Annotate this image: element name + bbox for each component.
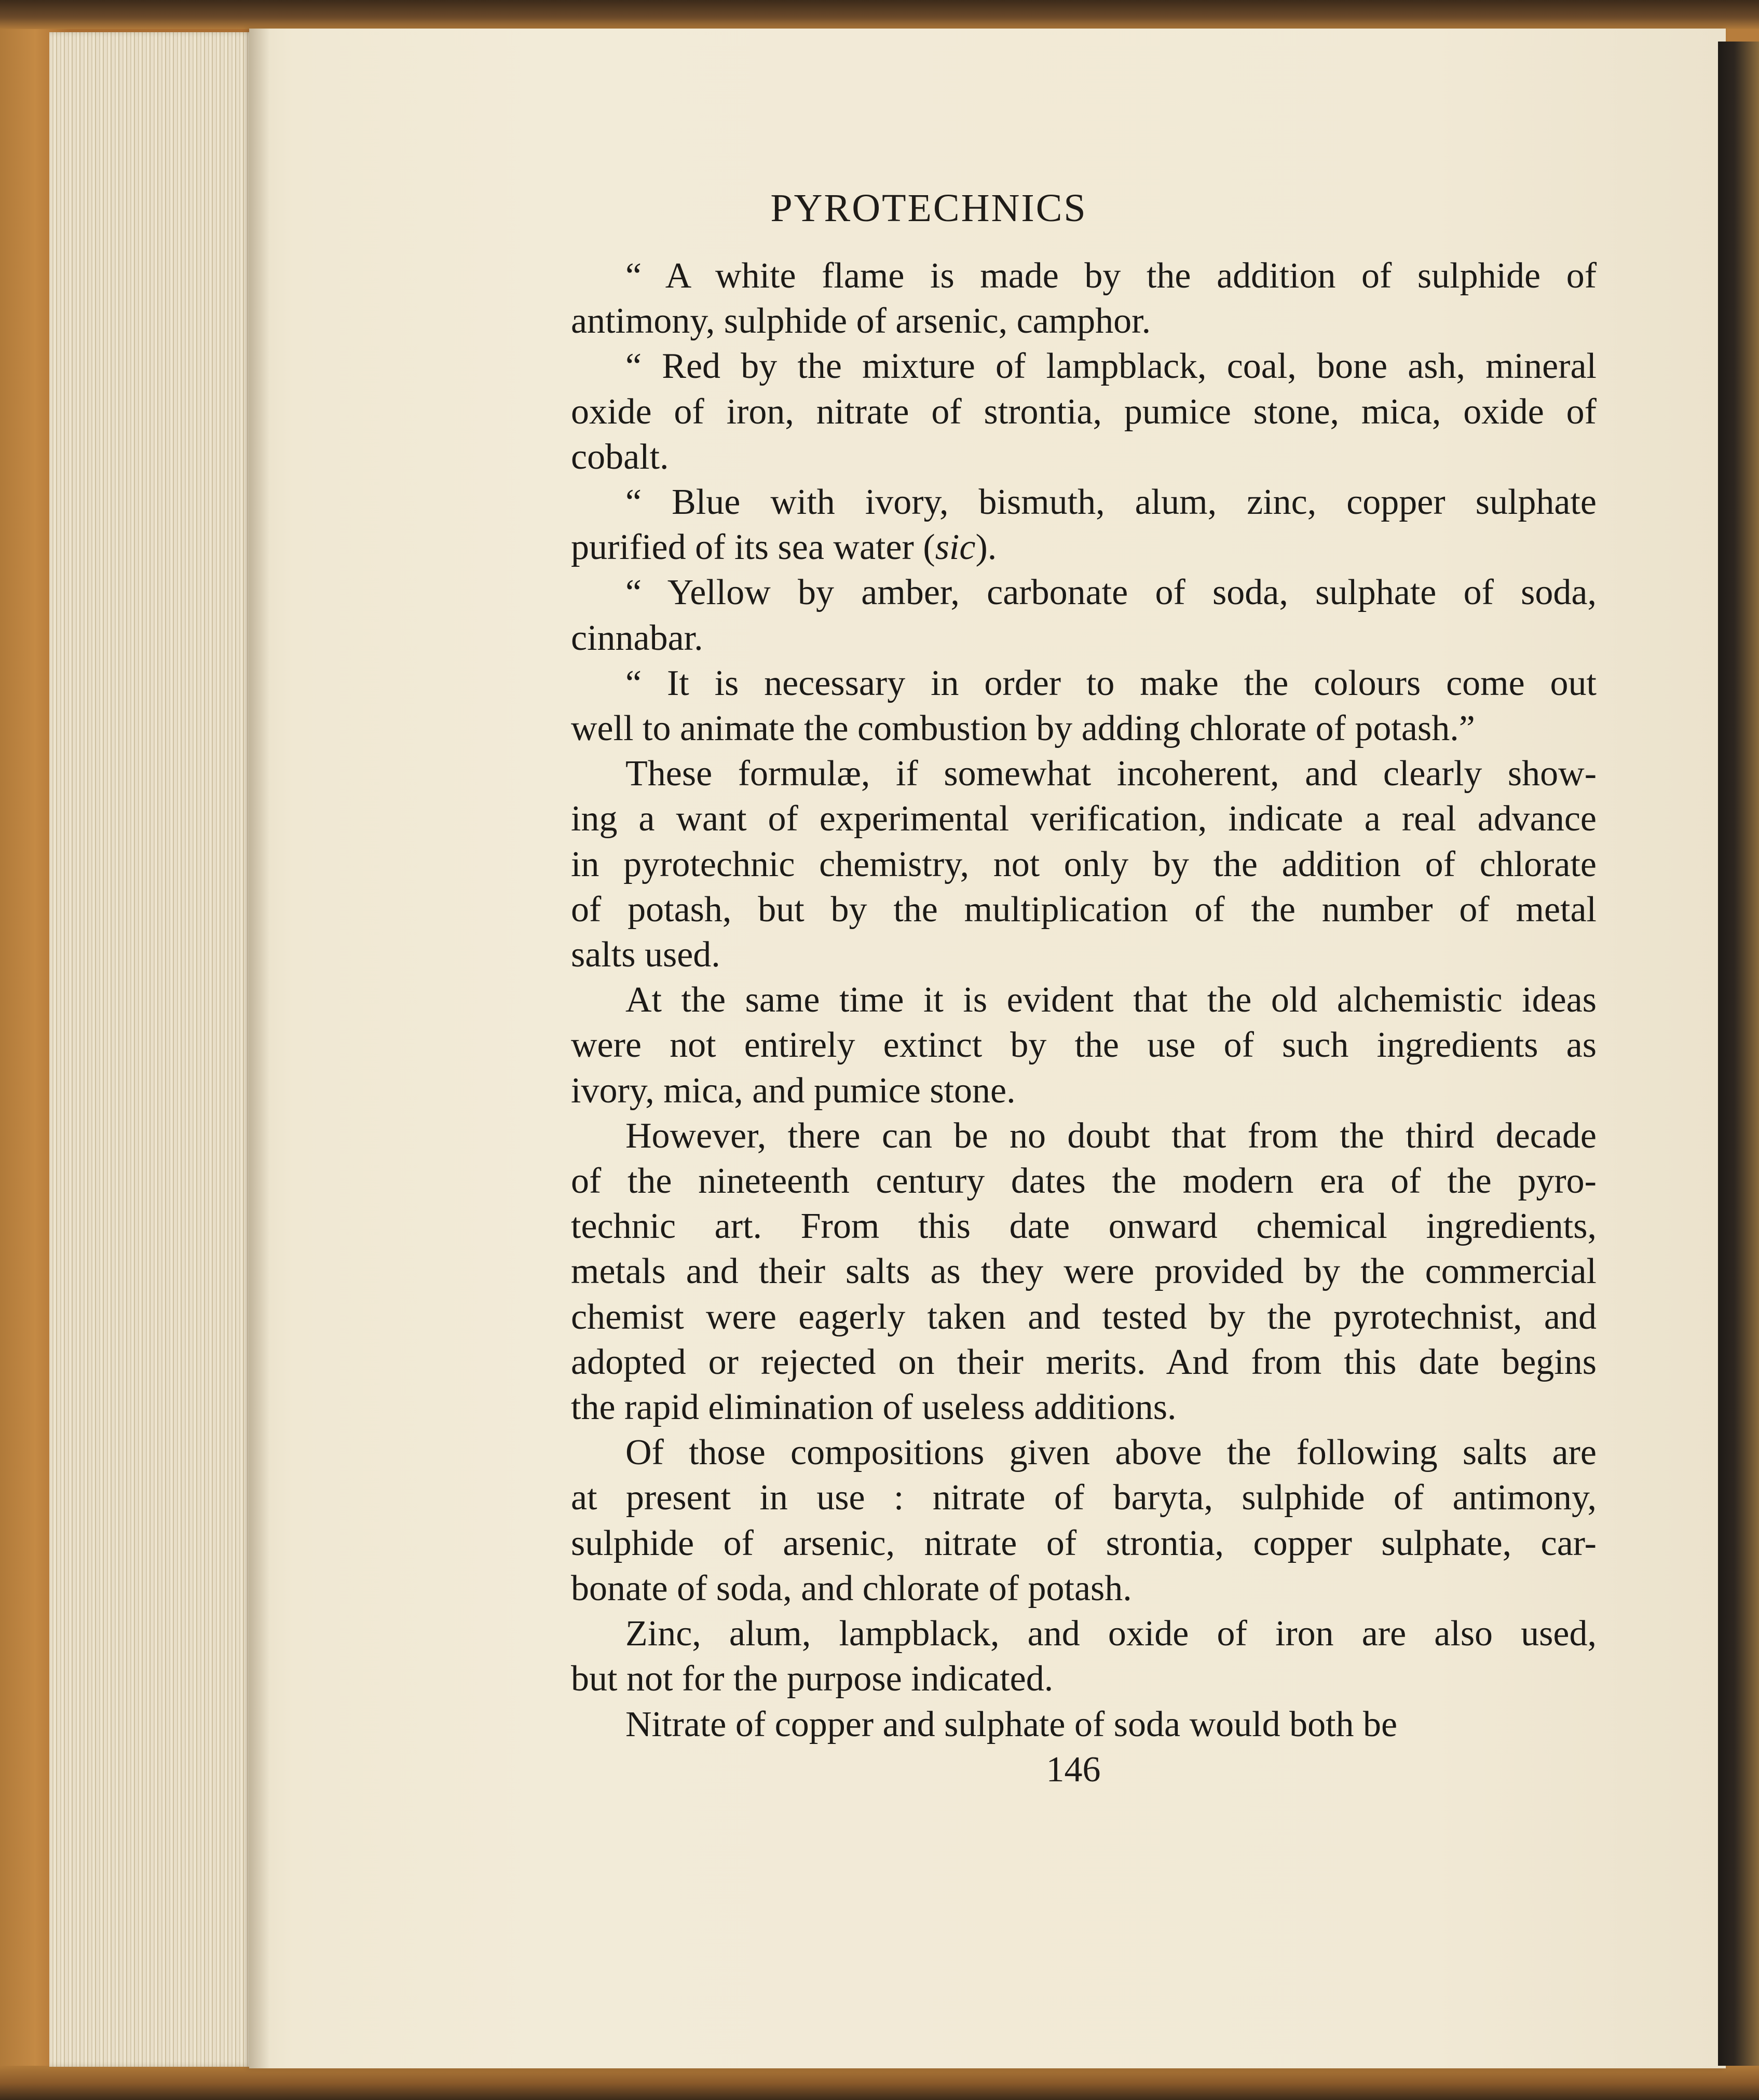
text-line: of potash, but by the multiplication of the number of metal — [571, 889, 1597, 930]
paragraph — [571, 344, 1597, 480]
text-fragment: purified of its sea water ( — [571, 527, 935, 568]
text-line: “ Yellow by amber, carbonate of soda, sulphate of soda, — [625, 572, 1597, 613]
paragraph — [571, 253, 1597, 344]
paragraph — [571, 1430, 1597, 1611]
text-line: Of those compositions given above the following salts are — [625, 1433, 1597, 1473]
text-line: ivory, mica, and pumice stone. — [571, 1070, 1016, 1111]
text-line: “ Blue with ivory, bismuth, alum, zinc, copper sulphate — [625, 482, 1597, 523]
paragraph — [571, 977, 1597, 1113]
text-line: bonate of soda, and chlorate of potash. — [571, 1568, 1132, 1608]
paragraph — [571, 1702, 1597, 1747]
text-line: in pyrotechnic chemistry, not only by the addition of chlorate — [571, 844, 1597, 884]
text-line: the rapid elimination of useless additions. — [571, 1387, 1177, 1428]
paragraph — [571, 1611, 1597, 1701]
text-line: “ Red by the mixture of lampblack, coal, bone ash, mineral — [625, 346, 1597, 387]
paragraph — [571, 570, 1597, 660]
paragraph — [571, 751, 1597, 977]
right-page-edge — [1718, 42, 1759, 2066]
text-line: “ A white flame is made by the addition of sulphide of — [625, 256, 1597, 296]
paragraph — [571, 1113, 1597, 1430]
text-line: antimony, sulphide of arsenic, camphor. — [571, 301, 1151, 342]
text-line: These formulæ, if somewhat incoherent, and clearly show- — [625, 754, 1597, 794]
cover-bottom-edge — [0, 2066, 1759, 2100]
text-line: salts used. — [571, 935, 720, 975]
text-line: At the same time it is evident that the old alchemistic ideas — [625, 980, 1597, 1020]
running-head: PYROTECHNICS — [770, 186, 1087, 230]
text-line: cinnabar. — [571, 618, 703, 658]
text-line: metals and their salts as they were provided by the commercial — [571, 1251, 1597, 1292]
text-fragment: ). — [975, 527, 997, 568]
italic-sic: sic — [935, 527, 976, 568]
cover-top-edge — [0, 0, 1759, 29]
text-line: Nitrate of copper and sulphate of soda would both be — [625, 1704, 1398, 1744]
spine-shadow — [249, 29, 270, 2068]
text-line: sulphide of arsenic, nitrate of strontia, copper sulphate, car- — [571, 1523, 1597, 1563]
body-text — [571, 253, 1597, 1747]
paragraph — [571, 661, 1597, 751]
text-line: were not entirely extinct by the use of such ingredients as — [571, 1025, 1597, 1066]
text-line: at present in use : nitrate of baryta, sulphide of antimony, — [571, 1478, 1597, 1518]
text-line: Zinc, alum, lampblack, and oxide of iron are also used, — [625, 1614, 1597, 1654]
text-line: “ It is necessary in order to make the colours come out — [625, 663, 1597, 703]
text-line: adopted or rejected on their merits. And from this date begins — [571, 1342, 1597, 1382]
text-line: ing a want of experimental verification, indicate a real advance — [571, 799, 1597, 839]
text-line — [571, 525, 1597, 570]
text-line: technic art. From this date onward chemical ingredients, — [571, 1206, 1597, 1247]
text-line: but not for the purpose indicated. — [571, 1659, 1054, 1699]
text-line: oxide of iron, nitrate of strontia, pumice stone, mica, oxide of — [571, 391, 1597, 432]
page-edges — [49, 32, 254, 2067]
paragraph — [571, 480, 1597, 570]
text-line: cobalt. — [571, 437, 669, 477]
text-line: However, there can be no doubt that from the third decade — [625, 1115, 1597, 1156]
text-line: chemist were eagerly taken and tested by the pyrotechnist, and — [571, 1297, 1597, 1337]
text-line: of the nineteenth century dates the modern era of the pyro- — [571, 1161, 1597, 1202]
page-number: 146 — [1046, 1750, 1101, 1790]
text-line: well to animate the combustion by adding chlorate of potash.” — [571, 708, 1475, 749]
